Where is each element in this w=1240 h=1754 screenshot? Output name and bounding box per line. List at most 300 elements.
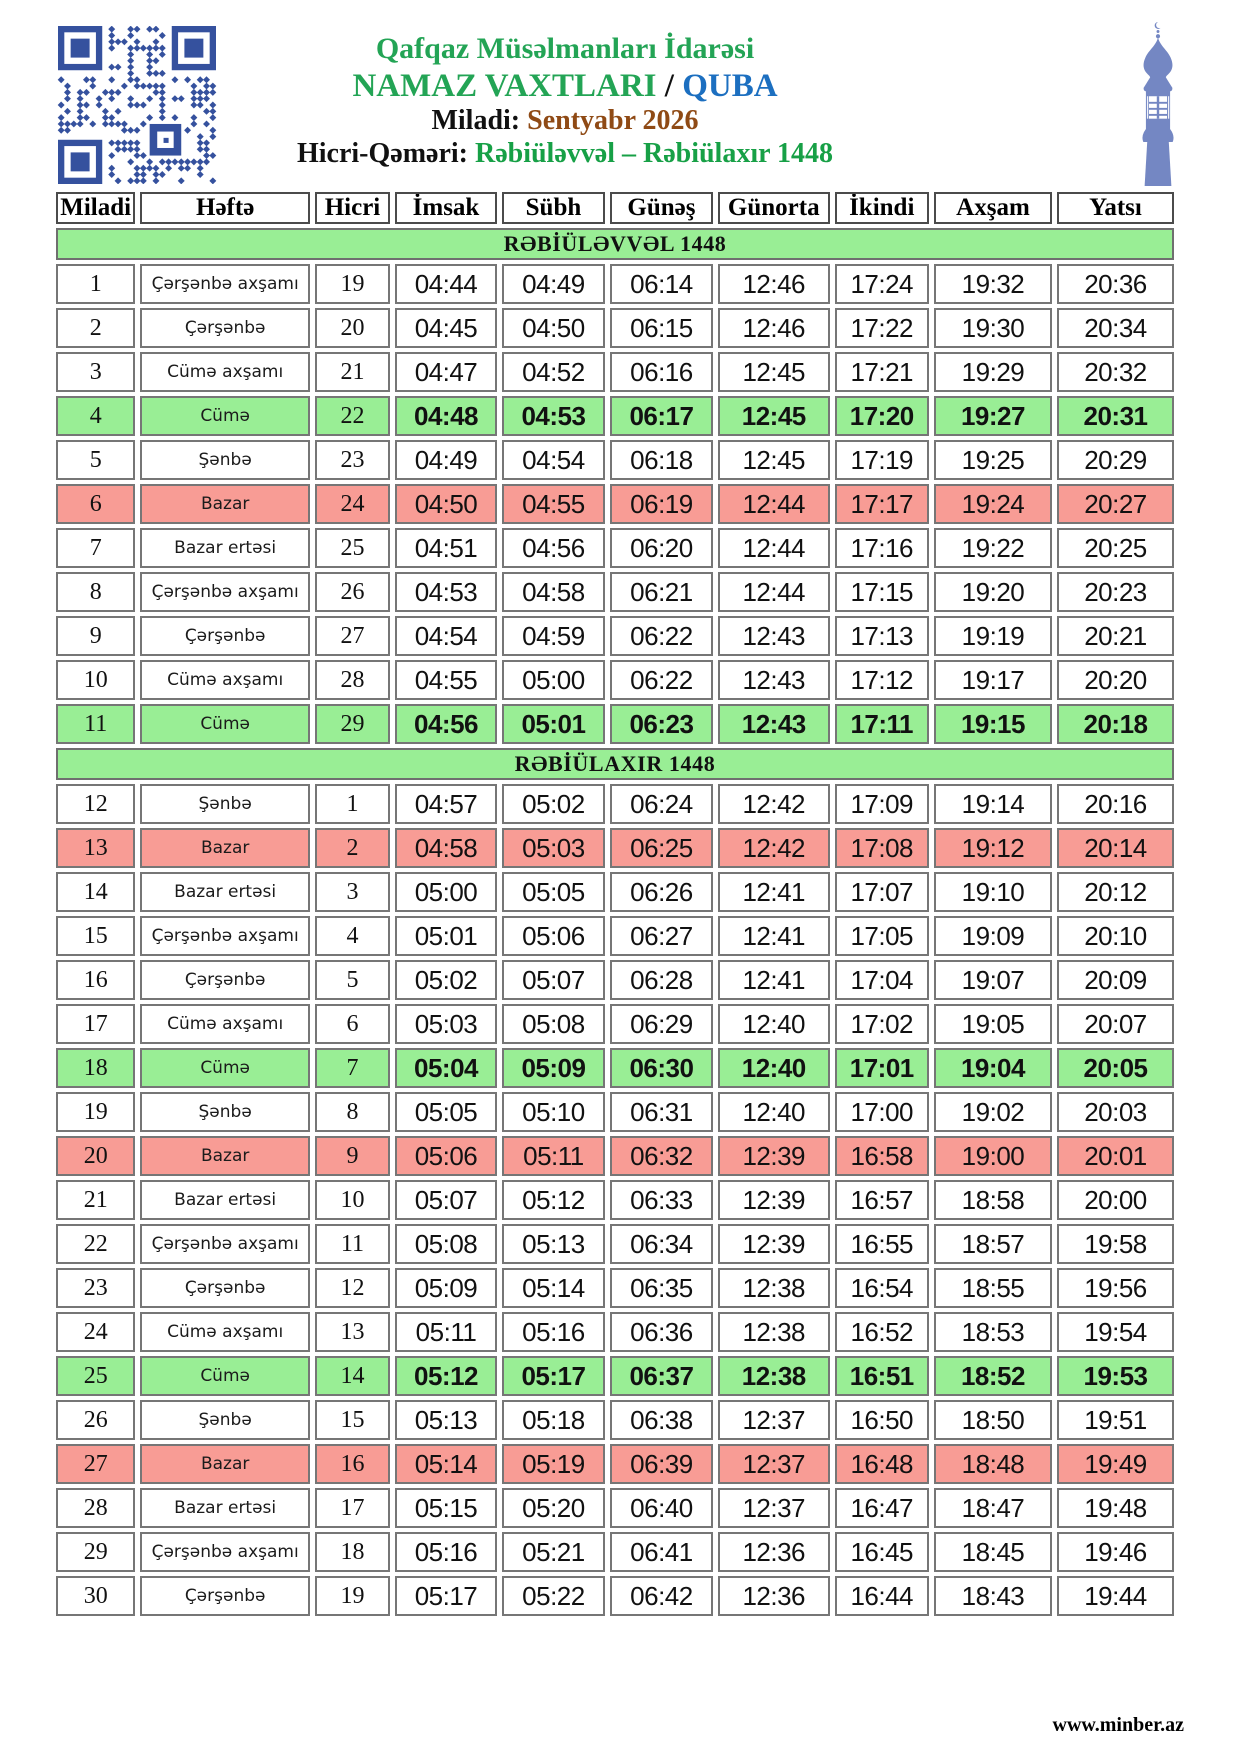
cell-gunorta: 12:39 — [718, 1224, 830, 1264]
cell-ikindi: 17:21 — [835, 352, 929, 392]
cell-weekday: Çərşənbə axşamı — [140, 264, 310, 304]
cell-imsak: 05:17 — [395, 1576, 497, 1616]
cell-imsak: 05:02 — [395, 960, 497, 1000]
page-header — [0, 0, 1240, 188]
cell-yatsi: 20:32 — [1057, 352, 1174, 392]
cell-weekday: Bazar ertəsi — [140, 1180, 310, 1220]
cell-ikindi: 17:16 — [835, 528, 929, 568]
cell-gunes: 06:32 — [610, 1136, 713, 1176]
table-row — [56, 528, 1174, 568]
cell-subh: 04:52 — [502, 352, 605, 392]
cell-gunes: 06:21 — [610, 572, 713, 612]
cell-imsak: 05:12 — [395, 1356, 497, 1396]
cell-imsak: 05:00 — [395, 872, 497, 912]
table-row — [56, 704, 1174, 744]
cell-gunorta: 12:43 — [718, 660, 830, 700]
cell-ikindi: 17:07 — [835, 872, 929, 912]
cell-yatsi: 20:27 — [1057, 484, 1174, 524]
cell-miladi: 28 — [56, 1488, 135, 1528]
cell-axsam: 19:30 — [934, 308, 1052, 348]
cell-gunes: 06:15 — [610, 308, 713, 348]
cell-yatsi: 19:56 — [1057, 1268, 1174, 1308]
cell-yatsi: 20:03 — [1057, 1092, 1174, 1132]
cell-subh: 05:18 — [502, 1400, 605, 1440]
miladi-line — [155, 105, 975, 137]
cell-gunes: 06:42 — [610, 1576, 713, 1616]
cell-hicri: 5 — [315, 960, 390, 1000]
cell-hicri: 24 — [315, 484, 390, 524]
cell-weekday: Cümə axşamı — [140, 1004, 310, 1044]
cell-axsam: 19:32 — [934, 264, 1052, 304]
cell-imsak: 04:47 — [395, 352, 497, 392]
cell-axsam: 18:58 — [934, 1180, 1052, 1220]
cell-miladi: 1 — [56, 264, 135, 304]
cell-subh: 04:56 — [502, 528, 605, 568]
cell-gunorta: 12:43 — [718, 616, 830, 656]
table-row — [56, 616, 1174, 656]
column-header-gunes: Günəş — [610, 192, 713, 224]
cell-ikindi: 17:01 — [835, 1048, 929, 1088]
cell-subh: 05:05 — [502, 872, 605, 912]
cell-yatsi: 20:25 — [1057, 528, 1174, 568]
cell-weekday: Cümə axşamı — [140, 660, 310, 700]
cell-miladi: 10 — [56, 660, 135, 700]
cell-weekday: Cümə — [140, 396, 310, 436]
cell-gunorta: 12:44 — [718, 484, 830, 524]
cell-imsak: 05:01 — [395, 916, 497, 956]
table-row — [56, 784, 1174, 824]
cell-yatsi: 20:12 — [1057, 872, 1174, 912]
cell-weekday: Çərşənbə — [140, 960, 310, 1000]
cell-miladi: 18 — [56, 1048, 135, 1088]
column-header-imsak: İmsak — [395, 192, 497, 224]
cell-miladi: 16 — [56, 960, 135, 1000]
cell-miladi: 8 — [56, 572, 135, 612]
cell-gunes: 06:16 — [610, 352, 713, 392]
table-row — [56, 1268, 1174, 1308]
cell-subh: 05:08 — [502, 1004, 605, 1044]
cell-gunes: 06:38 — [610, 1400, 713, 1440]
cell-subh: 04:58 — [502, 572, 605, 612]
title-text: NAMAZ VAXTLARI — [352, 67, 657, 104]
cell-subh: 04:50 — [502, 308, 605, 348]
cell-gunes: 06:37 — [610, 1356, 713, 1396]
cell-miladi: 22 — [56, 1224, 135, 1264]
cell-axsam: 19:24 — [934, 484, 1052, 524]
cell-miladi: 5 — [56, 440, 135, 480]
cell-gunorta: 12:40 — [718, 1092, 830, 1132]
cell-gunes: 06:17 — [610, 396, 713, 436]
cell-gunes: 06:29 — [610, 1004, 713, 1044]
column-header-hefte: Həftə — [140, 192, 310, 224]
cell-miladi: 3 — [56, 352, 135, 392]
cell-gunorta: 12:46 — [718, 264, 830, 304]
cell-weekday: Çərşənbə — [140, 1576, 310, 1616]
cell-hicri: 15 — [315, 1400, 390, 1440]
table-row — [56, 872, 1174, 912]
cell-subh: 05:20 — [502, 1488, 605, 1528]
cell-imsak: 04:45 — [395, 308, 497, 348]
cell-axsam: 19:04 — [934, 1048, 1052, 1088]
cell-yatsi: 20:05 — [1057, 1048, 1174, 1088]
cell-gunorta: 12:40 — [718, 1048, 830, 1088]
cell-gunes: 06:33 — [610, 1180, 713, 1220]
cell-weekday: Çərşənbə axşamı — [140, 916, 310, 956]
cell-axsam: 19:15 — [934, 704, 1052, 744]
cell-yatsi: 20:09 — [1057, 960, 1174, 1000]
cell-imsak: 05:09 — [395, 1268, 497, 1308]
cell-imsak: 05:15 — [395, 1488, 497, 1528]
cell-miladi: 6 — [56, 484, 135, 524]
table-row — [56, 1048, 1174, 1088]
cell-axsam: 18:53 — [934, 1312, 1052, 1352]
cell-imsak: 04:50 — [395, 484, 497, 524]
cell-ikindi: 16:51 — [835, 1356, 929, 1396]
cell-gunorta: 12:36 — [718, 1576, 830, 1616]
column-header-subh: Sübh — [502, 192, 605, 224]
cell-gunes: 06:23 — [610, 704, 713, 744]
cell-subh: 05:03 — [502, 828, 605, 868]
cell-weekday: Bazar — [140, 1444, 310, 1484]
cell-imsak: 05:14 — [395, 1444, 497, 1484]
cell-miladi: 11 — [56, 704, 135, 744]
cell-hicri: 8 — [315, 1092, 390, 1132]
cell-hicri: 23 — [315, 440, 390, 480]
column-header-hicri: Hicri — [315, 192, 390, 224]
cell-axsam: 19:17 — [934, 660, 1052, 700]
table-row — [56, 572, 1174, 612]
table-row — [56, 1312, 1174, 1352]
column-header-ikindi: İkindi — [835, 192, 929, 224]
cell-weekday: Çərşənbə axşamı — [140, 1224, 310, 1264]
cell-ikindi: 16:57 — [835, 1180, 929, 1220]
cell-miladi: 20 — [56, 1136, 135, 1176]
cell-hicri: 9 — [315, 1136, 390, 1176]
cell-ikindi: 17:24 — [835, 264, 929, 304]
cell-axsam: 19:07 — [934, 960, 1052, 1000]
table-row — [56, 352, 1174, 392]
cell-ikindi: 16:54 — [835, 1268, 929, 1308]
cell-imsak: 05:08 — [395, 1224, 497, 1264]
cell-hicri: 25 — [315, 528, 390, 568]
cell-gunes: 06:31 — [610, 1092, 713, 1132]
cell-yatsi: 20:10 — [1057, 916, 1174, 956]
hicri-value: Rəbiüləvvəl – Rəbiülaxır 1448 — [474, 137, 834, 169]
cell-axsam: 19:02 — [934, 1092, 1052, 1132]
cell-imsak: 05:06 — [395, 1136, 497, 1176]
hicri-label: Hicri-Qəməri: — [296, 137, 468, 169]
cell-hicri: 19 — [315, 1576, 390, 1616]
cell-yatsi: 20:29 — [1057, 440, 1174, 480]
cell-gunorta: 12:38 — [718, 1312, 830, 1352]
table-row — [56, 916, 1174, 956]
cell-miladi: 17 — [56, 1004, 135, 1044]
cell-gunorta: 12:40 — [718, 1004, 830, 1044]
table-row — [56, 960, 1174, 1000]
cell-miladi: 23 — [56, 1268, 135, 1308]
cell-gunorta: 12:41 — [718, 872, 830, 912]
cell-gunes: 06:14 — [610, 264, 713, 304]
cell-imsak: 05:13 — [395, 1400, 497, 1440]
table-row — [56, 1400, 1174, 1440]
table-row — [56, 1092, 1174, 1132]
cell-imsak: 04:54 — [395, 616, 497, 656]
cell-axsam: 19:05 — [934, 1004, 1052, 1044]
cell-axsam: 19:00 — [934, 1136, 1052, 1176]
table-row — [56, 264, 1174, 304]
cell-weekday: Bazar — [140, 484, 310, 524]
cell-weekday: Çərşənbə — [140, 1268, 310, 1308]
cell-axsam: 19:14 — [934, 784, 1052, 824]
table-row — [56, 1180, 1174, 1220]
cell-weekday: Cümə axşamı — [140, 1312, 310, 1352]
hicri-line — [155, 138, 975, 170]
cell-weekday: Şənbə — [140, 1400, 310, 1440]
cell-gunorta: 12:45 — [718, 440, 830, 480]
cell-gunes: 06:26 — [610, 872, 713, 912]
cell-gunes: 06:40 — [610, 1488, 713, 1528]
prayer-times-table — [51, 188, 1179, 1620]
cell-hicri: 12 — [315, 1268, 390, 1308]
cell-yatsi: 19:44 — [1057, 1576, 1174, 1616]
table-row — [56, 1356, 1174, 1396]
cell-hicri: 19 — [315, 264, 390, 304]
cell-yatsi: 20:36 — [1057, 264, 1174, 304]
column-header-axsam: Axşam — [934, 192, 1052, 224]
cell-yatsi: 20:34 — [1057, 308, 1174, 348]
cell-axsam: 18:45 — [934, 1532, 1052, 1572]
organization-name: Qafqaz Müsəlmanları İdarəsi — [375, 32, 755, 65]
cell-yatsi: 19:48 — [1057, 1488, 1174, 1528]
cell-imsak: 04:56 — [395, 704, 497, 744]
cell-subh: 05:16 — [502, 1312, 605, 1352]
cell-hicri: 17 — [315, 1488, 390, 1528]
cell-gunorta: 12:46 — [718, 308, 830, 348]
cell-miladi: 12 — [56, 784, 135, 824]
cell-gunes: 06:19 — [610, 484, 713, 524]
cell-imsak: 04:51 — [395, 528, 497, 568]
cell-gunes: 06:39 — [610, 1444, 713, 1484]
table-row — [56, 1576, 1174, 1616]
cell-yatsi: 19:49 — [1057, 1444, 1174, 1484]
table-row — [56, 1444, 1174, 1484]
cell-gunorta: 12:44 — [718, 528, 830, 568]
cell-gunes: 06:34 — [610, 1224, 713, 1264]
cell-axsam: 19:09 — [934, 916, 1052, 956]
cell-yatsi: 20:31 — [1057, 396, 1174, 436]
cell-ikindi: 17:20 — [835, 396, 929, 436]
cell-axsam: 19:27 — [934, 396, 1052, 436]
cell-hicri: 3 — [315, 872, 390, 912]
cell-imsak: 04:49 — [395, 440, 497, 480]
section-header-row — [56, 228, 1174, 260]
cell-ikindi: 17:00 — [835, 1092, 929, 1132]
cell-hicri: 13 — [315, 1312, 390, 1352]
cell-subh: 04:55 — [502, 484, 605, 524]
cell-ikindi: 16:52 — [835, 1312, 929, 1352]
cell-axsam: 19:20 — [934, 572, 1052, 612]
cell-hicri: 26 — [315, 572, 390, 612]
cell-weekday: Cümə — [140, 1048, 310, 1088]
cell-yatsi: 19:58 — [1057, 1224, 1174, 1264]
city-name: QUBA — [682, 67, 778, 104]
cell-gunes: 06:30 — [610, 1048, 713, 1088]
cell-subh: 05:02 — [502, 784, 605, 824]
cell-gunes: 06:24 — [610, 784, 713, 824]
table-row — [56, 484, 1174, 524]
cell-subh: 05:14 — [502, 1268, 605, 1308]
cell-gunorta: 12:38 — [718, 1356, 830, 1396]
cell-miladi: 25 — [56, 1356, 135, 1396]
cell-yatsi: 19:46 — [1057, 1532, 1174, 1572]
cell-imsak: 05:05 — [395, 1092, 497, 1132]
cell-weekday: Çərşənbə — [140, 308, 310, 348]
cell-subh: 04:59 — [502, 616, 605, 656]
cell-miladi: 4 — [56, 396, 135, 436]
cell-ikindi: 17:02 — [835, 1004, 929, 1044]
cell-weekday: Çərşənbə — [140, 616, 310, 656]
cell-subh: 05:21 — [502, 1532, 605, 1572]
cell-yatsi: 20:18 — [1057, 704, 1174, 744]
cell-yatsi: 20:20 — [1057, 660, 1174, 700]
cell-miladi: 19 — [56, 1092, 135, 1132]
cell-subh: 05:12 — [502, 1180, 605, 1220]
cell-miladi: 21 — [56, 1180, 135, 1220]
cell-ikindi: 17:12 — [835, 660, 929, 700]
cell-miladi: 13 — [56, 828, 135, 868]
cell-imsak: 04:55 — [395, 660, 497, 700]
cell-hicri: 10 — [315, 1180, 390, 1220]
cell-subh: 05:11 — [502, 1136, 605, 1176]
cell-axsam: 19:12 — [934, 828, 1052, 868]
cell-miladi: 15 — [56, 916, 135, 956]
cell-miladi: 14 — [56, 872, 135, 912]
cell-gunorta: 12:37 — [718, 1400, 830, 1440]
cell-ikindi: 16:48 — [835, 1444, 929, 1484]
cell-ikindi: 17:09 — [835, 784, 929, 824]
column-header-miladi: Miladi — [56, 192, 135, 224]
cell-imsak: 05:04 — [395, 1048, 497, 1088]
cell-imsak: 05:07 — [395, 1180, 497, 1220]
table-row — [56, 1532, 1174, 1572]
cell-axsam: 19:22 — [934, 528, 1052, 568]
cell-hicri: 28 — [315, 660, 390, 700]
cell-hicri: 2 — [315, 828, 390, 868]
cell-hicri: 16 — [315, 1444, 390, 1484]
cell-weekday: Bazar ertəsi — [140, 872, 310, 912]
cell-yatsi: 19:51 — [1057, 1400, 1174, 1440]
cell-axsam: 18:57 — [934, 1224, 1052, 1264]
cell-weekday: Cümə axşamı — [140, 352, 310, 392]
cell-miladi: 26 — [56, 1400, 135, 1440]
miladi-label: Miladi: — [431, 105, 521, 137]
cell-miladi: 24 — [56, 1312, 135, 1352]
cell-gunes: 06:22 — [610, 616, 713, 656]
miladi-value: Sentyabr 2026 — [527, 105, 699, 137]
cell-yatsi: 20:23 — [1057, 572, 1174, 612]
cell-hicri: 1 — [315, 784, 390, 824]
title-separator: / — [664, 67, 674, 104]
cell-hicri: 27 — [315, 616, 390, 656]
cell-subh: 05:07 — [502, 960, 605, 1000]
cell-miladi: 27 — [56, 1444, 135, 1484]
cell-gunorta: 12:44 — [718, 572, 830, 612]
cell-weekday: Bazar — [140, 828, 310, 868]
table-row — [56, 1488, 1174, 1528]
cell-ikindi: 16:58 — [835, 1136, 929, 1176]
cell-imsak: 04:58 — [395, 828, 497, 868]
cell-hicri: 7 — [315, 1048, 390, 1088]
cell-gunes: 06:25 — [610, 828, 713, 868]
cell-ikindi: 17:22 — [835, 308, 929, 348]
cell-subh: 04:53 — [502, 396, 605, 436]
cell-gunorta: 12:37 — [718, 1488, 830, 1528]
cell-subh: 04:49 — [502, 264, 605, 304]
cell-gunorta: 12:36 — [718, 1532, 830, 1572]
cell-imsak: 04:57 — [395, 784, 497, 824]
cell-subh: 04:54 — [502, 440, 605, 480]
cell-ikindi: 16:45 — [835, 1532, 929, 1572]
cell-yatsi: 20:07 — [1057, 1004, 1174, 1044]
cell-subh: 05:01 — [502, 704, 605, 744]
cell-gunes: 06:20 — [610, 528, 713, 568]
cell-gunorta: 12:45 — [718, 352, 830, 392]
table-row — [56, 1136, 1174, 1176]
cell-gunorta: 12:38 — [718, 1268, 830, 1308]
cell-weekday: Şənbə — [140, 1092, 310, 1132]
cell-axsam: 18:47 — [934, 1488, 1052, 1528]
cell-gunorta: 12:39 — [718, 1180, 830, 1220]
cell-yatsi: 19:54 — [1057, 1312, 1174, 1352]
cell-weekday: Çərşənbə axşamı — [140, 572, 310, 612]
cell-axsam: 18:43 — [934, 1576, 1052, 1616]
cell-weekday: Çərşənbə axşamı — [140, 1532, 310, 1572]
cell-axsam: 18:52 — [934, 1356, 1052, 1396]
cell-axsam: 19:25 — [934, 440, 1052, 480]
table-row — [56, 828, 1174, 868]
cell-weekday: Bazar ertəsi — [140, 528, 310, 568]
cell-subh: 05:19 — [502, 1444, 605, 1484]
cell-ikindi: 17:04 — [835, 960, 929, 1000]
cell-miladi: 29 — [56, 1532, 135, 1572]
cell-yatsi: 20:21 — [1057, 616, 1174, 656]
minaret-icon — [1130, 22, 1186, 186]
cell-weekday: Cümə — [140, 704, 310, 744]
cell-weekday: Cümə — [140, 1356, 310, 1396]
cell-yatsi: 20:14 — [1057, 828, 1174, 868]
cell-hicri: 11 — [315, 1224, 390, 1264]
table-row — [56, 440, 1174, 480]
cell-subh: 05:00 — [502, 660, 605, 700]
cell-axsam: 18:48 — [934, 1444, 1052, 1484]
cell-ikindi: 17:19 — [835, 440, 929, 480]
cell-subh: 05:13 — [502, 1224, 605, 1264]
cell-hicri: 21 — [315, 352, 390, 392]
cell-ikindi: 16:44 — [835, 1576, 929, 1616]
cell-gunorta: 12:39 — [718, 1136, 830, 1176]
section-header-row — [56, 748, 1174, 780]
column-header-row — [56, 192, 1174, 224]
cell-gunes: 06:27 — [610, 916, 713, 956]
cell-yatsi: 20:16 — [1057, 784, 1174, 824]
cell-axsam: 19:10 — [934, 872, 1052, 912]
cell-hicri: 4 — [315, 916, 390, 956]
cell-imsak: 04:53 — [395, 572, 497, 612]
section-title: RƏBİÜLƏVVƏL 1448 — [56, 228, 1174, 260]
cell-miladi: 9 — [56, 616, 135, 656]
cell-weekday: Şənbə — [140, 440, 310, 480]
website-text: www.minber.az — [1052, 1714, 1184, 1736]
